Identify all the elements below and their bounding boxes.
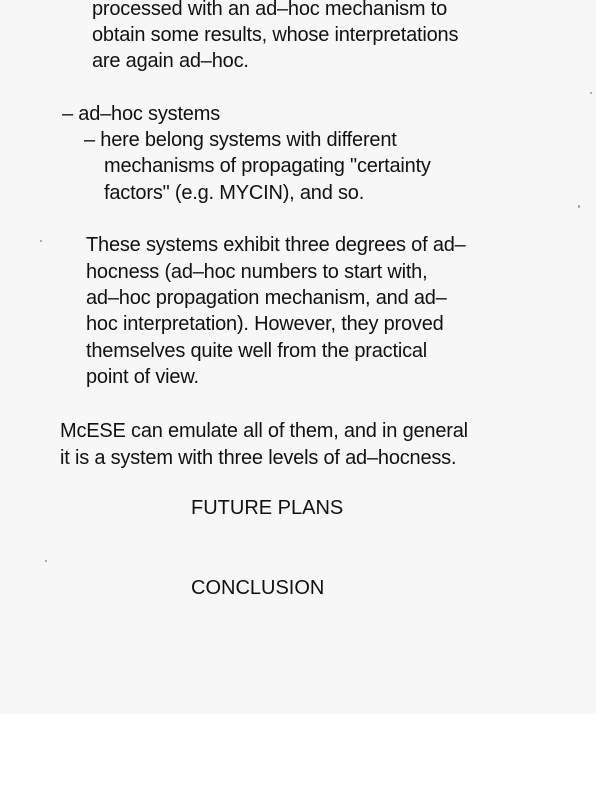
mcese-line-1: McESE can emulate all of them, and in general xyxy=(60,420,468,442)
mcese-line-2: it is a system with three levels of ad–hocness. xyxy=(60,447,457,469)
degrees-line-3: ad–hoc propagation mechanism, and ad– xyxy=(86,287,447,309)
scan-speck xyxy=(590,92,592,94)
future-plans-heading: FUTURE PLANS xyxy=(191,497,344,519)
scan-speck xyxy=(45,560,47,562)
adhoc-item-title: – ad–hoc systems xyxy=(62,103,220,125)
degrees-line-2: hocness (ad–hoc numbers to start with, xyxy=(86,261,428,283)
degrees-line-1: These systems exhibit three degrees of ad– xyxy=(86,234,466,256)
adhoc-sub-line-2: mechanisms of propagating "certainty xyxy=(104,155,431,177)
adhoc-sub-line-1: – here belong systems with different xyxy=(84,129,397,151)
intro-line-2: obtain some results, whose interpretations xyxy=(92,24,459,46)
scan-speck xyxy=(578,205,580,208)
adhoc-sub-line-3: factors" (e.g. MYCIN), and so. xyxy=(104,182,365,204)
degrees-line-6: point of view. xyxy=(86,366,199,388)
intro-line-3: are again ad–hoc. xyxy=(92,50,249,72)
degrees-line-4: hoc interpretation). However, they proved xyxy=(86,313,444,335)
degrees-line-5: themselves quite well from the practical xyxy=(86,340,428,362)
conclusion-heading: CONCLUSION xyxy=(191,577,325,599)
intro-line-1: processed with an ad–hoc mechanism to xyxy=(92,0,448,20)
scan-speck xyxy=(40,240,42,242)
